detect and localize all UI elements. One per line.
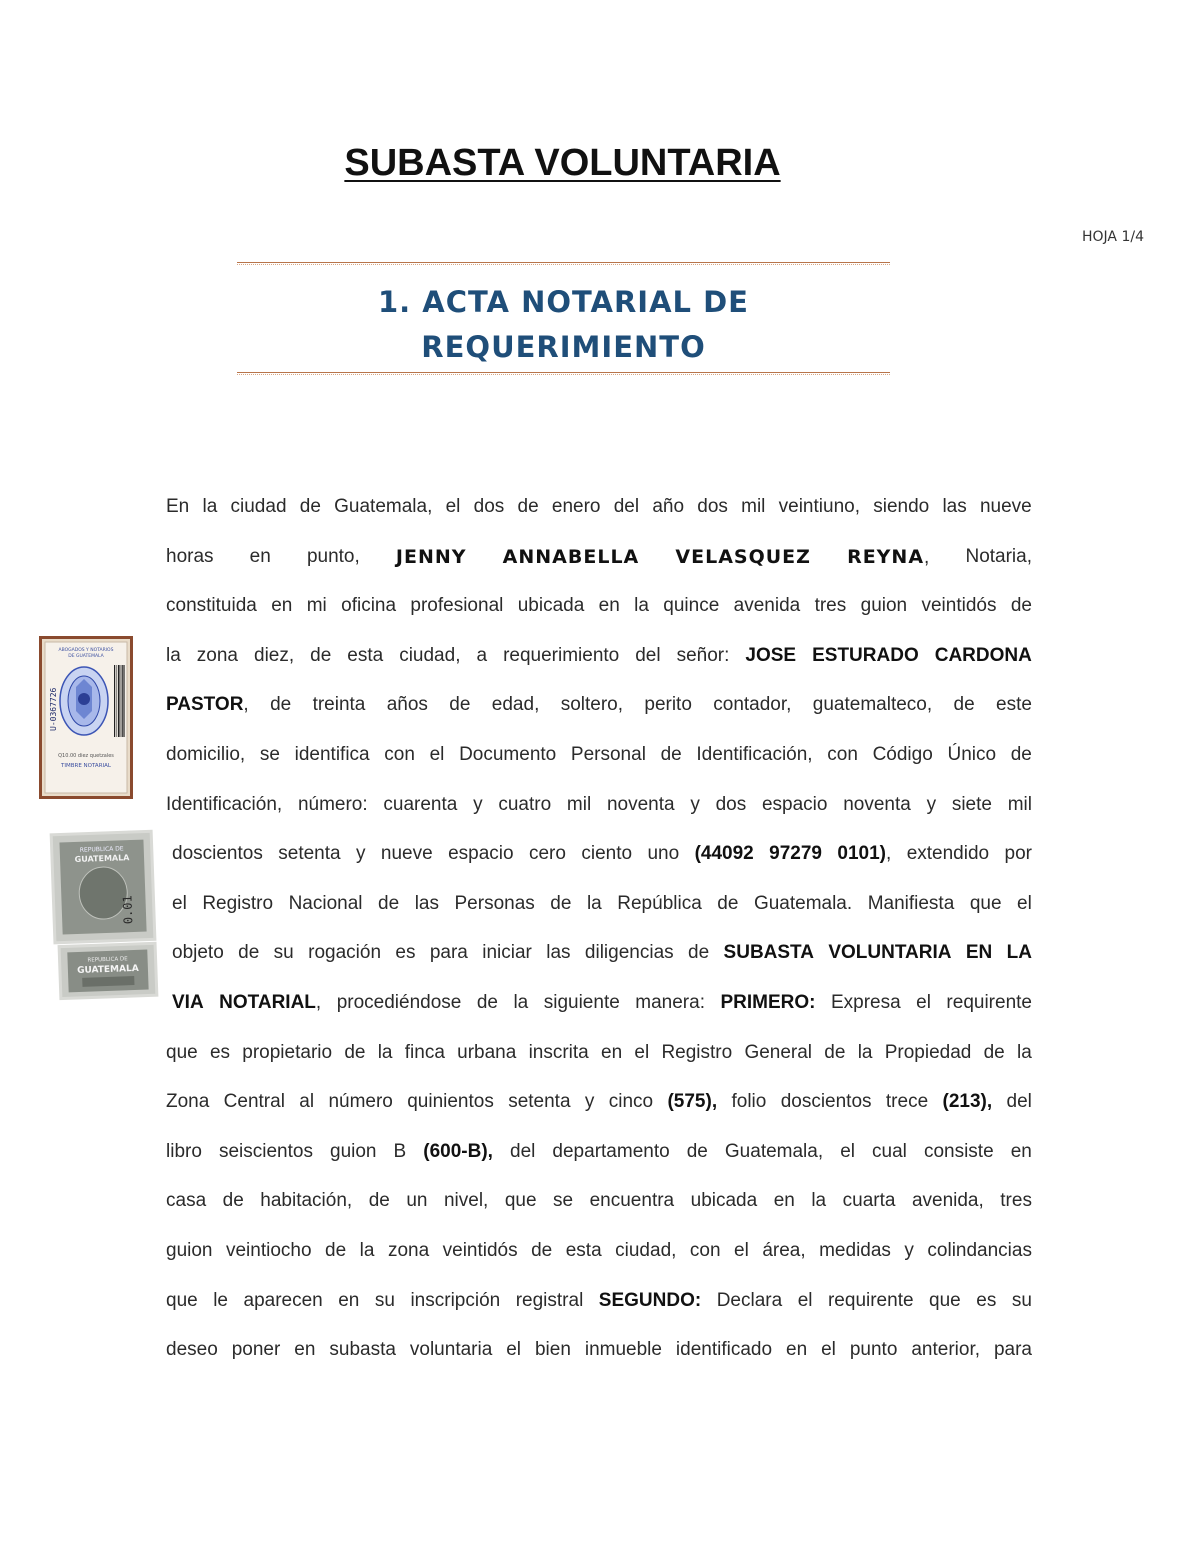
word: la <box>857 1041 873 1063</box>
word: de <box>325 1239 347 1261</box>
word: en <box>598 595 620 617</box>
word: veintiocho <box>225 1239 312 1261</box>
word: General <box>744 1041 813 1063</box>
svg-text:GUATEMALA: GUATEMALA <box>74 853 130 865</box>
word: siguiente <box>543 991 620 1013</box>
word: mil <box>1007 793 1032 815</box>
body-line <box>166 838 1032 888</box>
word: el <box>916 991 931 1013</box>
body-line <box>166 888 1032 938</box>
word: a <box>476 644 488 666</box>
body-line <box>166 1285 1032 1335</box>
word: propietario <box>242 1041 333 1063</box>
section-title <box>237 280 890 370</box>
body-line <box>166 1136 1032 1186</box>
word: de <box>660 743 682 765</box>
word: En <box>166 496 190 517</box>
word: colindancias <box>927 1239 1032 1261</box>
bold-word: NOTARIAL, <box>219 991 322 1013</box>
word: setenta <box>508 1091 571 1113</box>
word: bien <box>534 1339 571 1361</box>
notarial-stamp-image <box>42 639 130 796</box>
word: señor: <box>676 644 730 666</box>
svg-text:U-0367726: U-0367726 <box>49 687 58 731</box>
word: esta <box>565 1239 602 1261</box>
body-line <box>166 987 1032 1037</box>
word: de <box>222 1190 244 1212</box>
word: en <box>773 1190 795 1212</box>
word: medidas <box>819 1239 891 1261</box>
body-line <box>166 590 1032 640</box>
word: de <box>531 1239 553 1261</box>
body-line <box>166 689 1032 739</box>
body-line <box>166 789 1032 839</box>
word: domicilio, <box>166 743 246 765</box>
word: se <box>259 743 280 765</box>
word: de <box>1010 595 1032 617</box>
fiscal-stamp-image <box>49 827 161 1002</box>
word: las <box>414 892 439 914</box>
bold-word: JENNY <box>395 545 467 568</box>
word: de <box>717 892 739 914</box>
word: cuatro <box>498 793 552 815</box>
word: del <box>613 496 640 517</box>
word: inmueble <box>584 1339 662 1361</box>
word: nueve <box>979 496 1032 517</box>
body-line <box>166 1235 1032 1285</box>
word: Propiedad <box>884 1041 972 1063</box>
word: requirente <box>946 991 1032 1013</box>
svg-text:Q10.00 diez quetzales: Q10.00 diez quetzales <box>58 753 114 759</box>
document-body <box>166 491 1032 1384</box>
word: de <box>824 1041 846 1063</box>
word: cuarenta <box>383 793 458 815</box>
word: para <box>429 942 468 964</box>
bold-word: LA <box>1006 942 1032 964</box>
bold-word: REYNA, <box>847 545 930 568</box>
body-line <box>166 541 1032 591</box>
bold-word: (44092 <box>694 843 754 865</box>
top-divider <box>237 262 890 263</box>
word: deseo <box>166 1339 218 1361</box>
body-line <box>166 739 1032 789</box>
bold-word: SEGUNDO: <box>598 1289 702 1311</box>
svg-text:GUATEMALA: GUATEMALA <box>76 963 139 977</box>
word: nueve <box>380 843 433 865</box>
word: objeto <box>172 942 224 964</box>
body-line <box>166 640 1032 690</box>
word: veintidós <box>442 1239 518 1261</box>
word: Zona <box>166 1091 210 1113</box>
bold-word: SUBASTA <box>723 942 814 964</box>
word: doscientos <box>172 843 263 865</box>
word: de <box>517 496 539 517</box>
word: en <box>271 595 293 617</box>
word: su <box>374 1289 395 1311</box>
word: enero <box>551 496 601 517</box>
word: de <box>983 1041 1005 1063</box>
word: y <box>690 793 700 815</box>
word: la <box>634 595 649 617</box>
bold-word: JOSE <box>745 644 797 666</box>
word: Personas <box>454 892 535 914</box>
bold-word: ESTURADO <box>812 644 919 666</box>
word: libro <box>166 1140 202 1162</box>
word: de <box>550 892 572 914</box>
word: del <box>510 1140 536 1162</box>
bold-word: (213), <box>942 1091 993 1113</box>
notarial-stamp <box>39 636 133 799</box>
word: guion <box>166 1239 213 1261</box>
word: y <box>355 843 366 865</box>
word: de <box>270 694 292 716</box>
word: del <box>1006 1091 1032 1113</box>
word: nivel, <box>443 1190 489 1212</box>
word: ciudad <box>230 496 287 517</box>
word: para <box>993 1339 1032 1361</box>
body-line <box>166 1037 1032 1087</box>
word: extendido <box>906 843 990 865</box>
word: la <box>202 496 218 517</box>
word: número: <box>297 793 368 815</box>
word: tres <box>1000 1190 1032 1212</box>
word: en <box>294 1339 316 1361</box>
word: de <box>378 892 400 914</box>
word: doscientos <box>780 1091 872 1113</box>
word: punto <box>849 1339 898 1361</box>
svg-text:REPUBLICA DE: REPUBLICA DE <box>79 845 124 854</box>
word: Registro <box>202 892 274 914</box>
word: inscrita <box>528 1041 589 1063</box>
word: Identificación, <box>166 793 283 815</box>
word: Código <box>872 743 933 765</box>
word: constituida <box>166 595 257 617</box>
word: mil <box>741 496 766 517</box>
word: su <box>1011 1289 1032 1311</box>
word: ciento <box>581 843 633 865</box>
word: diez, <box>254 644 295 666</box>
word: la <box>513 991 529 1013</box>
word: iniciar <box>482 942 532 964</box>
word: año <box>652 496 685 517</box>
body-line <box>166 1185 1032 1235</box>
word: edad, <box>491 694 540 716</box>
word: se <box>553 1190 574 1212</box>
word: el <box>634 1041 650 1063</box>
word: tres <box>814 595 847 617</box>
word: este <box>996 694 1032 716</box>
word: el <box>172 892 187 914</box>
word: ciudad, <box>399 644 461 666</box>
word: Guatemala, <box>334 496 433 517</box>
word: identifica <box>294 743 370 765</box>
word: uno <box>647 843 680 865</box>
word: noventa <box>843 793 911 815</box>
word: finca <box>404 1041 445 1063</box>
word: cero <box>528 843 566 865</box>
word: rogación <box>308 942 382 964</box>
word: que <box>929 1289 961 1311</box>
bold-word: VOLUNTARIA <box>828 942 952 964</box>
section-title-line1: 1. ACTA NOTARIAL DE <box>377 285 749 319</box>
word: ciudad, <box>615 1239 677 1261</box>
bold-word: (600-B), <box>423 1140 493 1162</box>
body-line <box>166 1086 1032 1136</box>
word: República <box>617 892 702 914</box>
word: su <box>273 942 294 964</box>
word: Registro <box>661 1041 733 1063</box>
word: de <box>476 991 498 1013</box>
word: Guatemala, <box>724 1140 824 1162</box>
word: el <box>840 1140 855 1162</box>
word: zona <box>387 1239 430 1261</box>
word: seiscientos <box>218 1140 313 1162</box>
word: es <box>976 1289 997 1311</box>
word: de <box>299 496 321 517</box>
body-line <box>166 491 1032 541</box>
word: con <box>384 743 415 765</box>
word: aparecen <box>243 1289 323 1311</box>
word: la <box>1017 1041 1032 1063</box>
word: por <box>1004 843 1032 865</box>
word: treinta <box>312 694 366 716</box>
word: espacio <box>448 843 514 865</box>
word: espacio <box>761 793 828 815</box>
word: el <box>734 1239 749 1261</box>
word: procediéndose <box>336 991 462 1013</box>
word: de <box>310 644 332 666</box>
word: la <box>359 1239 375 1261</box>
word: Nacional <box>288 892 363 914</box>
word: encuentra <box>589 1190 675 1212</box>
word: mil <box>566 793 592 815</box>
bold-word: (575), <box>667 1091 718 1113</box>
word: quince <box>663 595 720 617</box>
word: en <box>249 545 271 567</box>
word: es <box>209 1041 231 1063</box>
word: que <box>969 892 1002 914</box>
word: esta <box>347 644 384 666</box>
word: la <box>586 892 602 914</box>
word: urbana <box>457 1041 517 1063</box>
word: y <box>904 1239 914 1261</box>
word: requerimiento <box>503 644 620 666</box>
word: al <box>299 1091 315 1113</box>
word: la <box>377 1041 393 1063</box>
word: avenida <box>733 595 801 617</box>
word: Identificación, <box>696 743 813 765</box>
word: en <box>786 1339 808 1361</box>
word: requirente <box>827 1289 914 1311</box>
svg-text:TIMBRE NOTARIAL: TIMBRE NOTARIAL <box>61 763 111 769</box>
word: registral <box>515 1289 584 1311</box>
word: quinientos <box>407 1091 494 1113</box>
word: ubicada <box>517 595 585 617</box>
word: con <box>827 743 858 765</box>
word: zona <box>196 644 238 666</box>
word: que <box>166 1041 198 1063</box>
word: veintiuno, <box>778 496 860 517</box>
word: perito <box>644 694 692 716</box>
word: le <box>213 1289 228 1311</box>
word: guion <box>330 1140 377 1162</box>
bold-word: 0101), <box>837 843 892 865</box>
word: casa <box>166 1190 207 1212</box>
word: poner <box>231 1339 281 1361</box>
bottom-divider <box>237 372 890 373</box>
fiscal-stamp <box>49 827 161 1002</box>
word: el <box>429 743 445 765</box>
word: soltero, <box>560 694 624 716</box>
word: inscripción <box>410 1289 501 1311</box>
word: folio <box>731 1091 767 1113</box>
word: el <box>797 1289 813 1311</box>
word: dos <box>697 496 728 517</box>
word: habitación, <box>260 1190 353 1212</box>
word: el <box>821 1339 836 1361</box>
word: identificado <box>675 1339 773 1361</box>
body-line <box>166 1334 1032 1384</box>
word: en <box>1010 1140 1032 1162</box>
word: guatemalteco, <box>812 694 933 716</box>
word: Personal <box>570 743 646 765</box>
word: subasta <box>329 1339 396 1361</box>
section-title-line2: REQUERIMIENTO <box>421 330 706 364</box>
word: profesional <box>410 595 504 617</box>
word: la <box>811 1190 827 1212</box>
word: la <box>166 644 181 666</box>
svg-text:0.01: 0.01 <box>120 895 136 925</box>
word: cinco <box>608 1091 654 1113</box>
word: con <box>689 1239 721 1261</box>
word: manera: <box>635 991 705 1013</box>
word: en <box>601 1041 623 1063</box>
word: cual <box>872 1140 907 1162</box>
word: Expresa <box>830 991 901 1013</box>
word: de <box>688 942 710 964</box>
bold-word: CARDONA <box>934 644 1032 666</box>
word: departamento <box>552 1140 670 1162</box>
word: el <box>1017 892 1032 914</box>
word: de <box>368 1190 390 1212</box>
word: anterior, <box>911 1339 980 1361</box>
word: Documento <box>459 743 557 765</box>
word: el <box>506 1339 522 1361</box>
word: B <box>393 1140 407 1162</box>
word: de <box>238 942 260 964</box>
word: y <box>473 793 483 815</box>
word: las <box>546 942 571 964</box>
word: ubicada <box>690 1190 758 1212</box>
word: y <box>926 793 937 815</box>
word: siendo <box>873 496 930 517</box>
word: Notaria, <box>965 545 1032 567</box>
word: setenta <box>278 843 341 865</box>
word: y <box>584 1091 595 1113</box>
document-title: SUBASTA VOLUNTARIA <box>344 142 781 184</box>
bold-word: VIA <box>172 991 204 1013</box>
word: horas <box>166 545 214 567</box>
word: dos <box>715 793 747 815</box>
word: de <box>1010 743 1032 765</box>
bold-word: VELASQUEZ <box>675 545 811 568</box>
word: Declara <box>716 1289 783 1311</box>
page-number-label: HOJA 1/4 <box>1082 229 1144 245</box>
word: mi <box>306 595 327 617</box>
word: las <box>942 496 967 517</box>
word: en <box>338 1289 360 1311</box>
word: oficina <box>341 595 397 617</box>
word: de <box>686 1140 708 1162</box>
word: punto, <box>306 545 360 567</box>
word: siete <box>951 793 992 815</box>
word: Único <box>947 743 997 765</box>
word: Manifiesta <box>867 892 955 914</box>
svg-text:DE GUATEMALA: DE GUATEMALA <box>68 654 104 659</box>
word: de <box>344 1041 366 1063</box>
bold-word: PRIMERO: <box>720 991 816 1013</box>
word: diligencias <box>584 942 674 964</box>
word: del <box>635 644 661 666</box>
word: noventa <box>606 793 675 815</box>
word: un <box>406 1190 428 1212</box>
bold-word: ANNABELLA <box>502 545 640 568</box>
word: dos <box>473 496 505 517</box>
word: Central <box>223 1091 285 1113</box>
bold-word: PASTOR, <box>166 694 249 716</box>
word: cuarta <box>842 1190 896 1212</box>
word: voluntaria <box>409 1339 493 1361</box>
word: avenida, <box>911 1190 984 1212</box>
word: que <box>504 1190 537 1212</box>
word: años <box>386 694 428 716</box>
word: guion <box>860 595 908 617</box>
word: trece <box>885 1091 929 1113</box>
body-line <box>166 937 1032 987</box>
word: número <box>328 1091 393 1113</box>
word: de <box>449 694 471 716</box>
word: que <box>166 1289 198 1311</box>
word: contador, <box>713 694 792 716</box>
word: veintidós <box>921 595 997 617</box>
word: es <box>395 942 416 964</box>
word: de <box>953 694 975 716</box>
word: el <box>445 496 461 517</box>
svg-text:REPUBLICA DE: REPUBLICA DE <box>87 956 128 964</box>
word: área, <box>762 1239 806 1261</box>
word: Guatemala. <box>753 892 853 914</box>
word: consiste <box>923 1140 994 1162</box>
bold-word: 97279 <box>769 843 822 865</box>
svg-text:ABOGADOS Y NOTARIOS: ABOGADOS Y NOTARIOS <box>58 648 114 653</box>
bold-word: EN <box>965 942 993 964</box>
